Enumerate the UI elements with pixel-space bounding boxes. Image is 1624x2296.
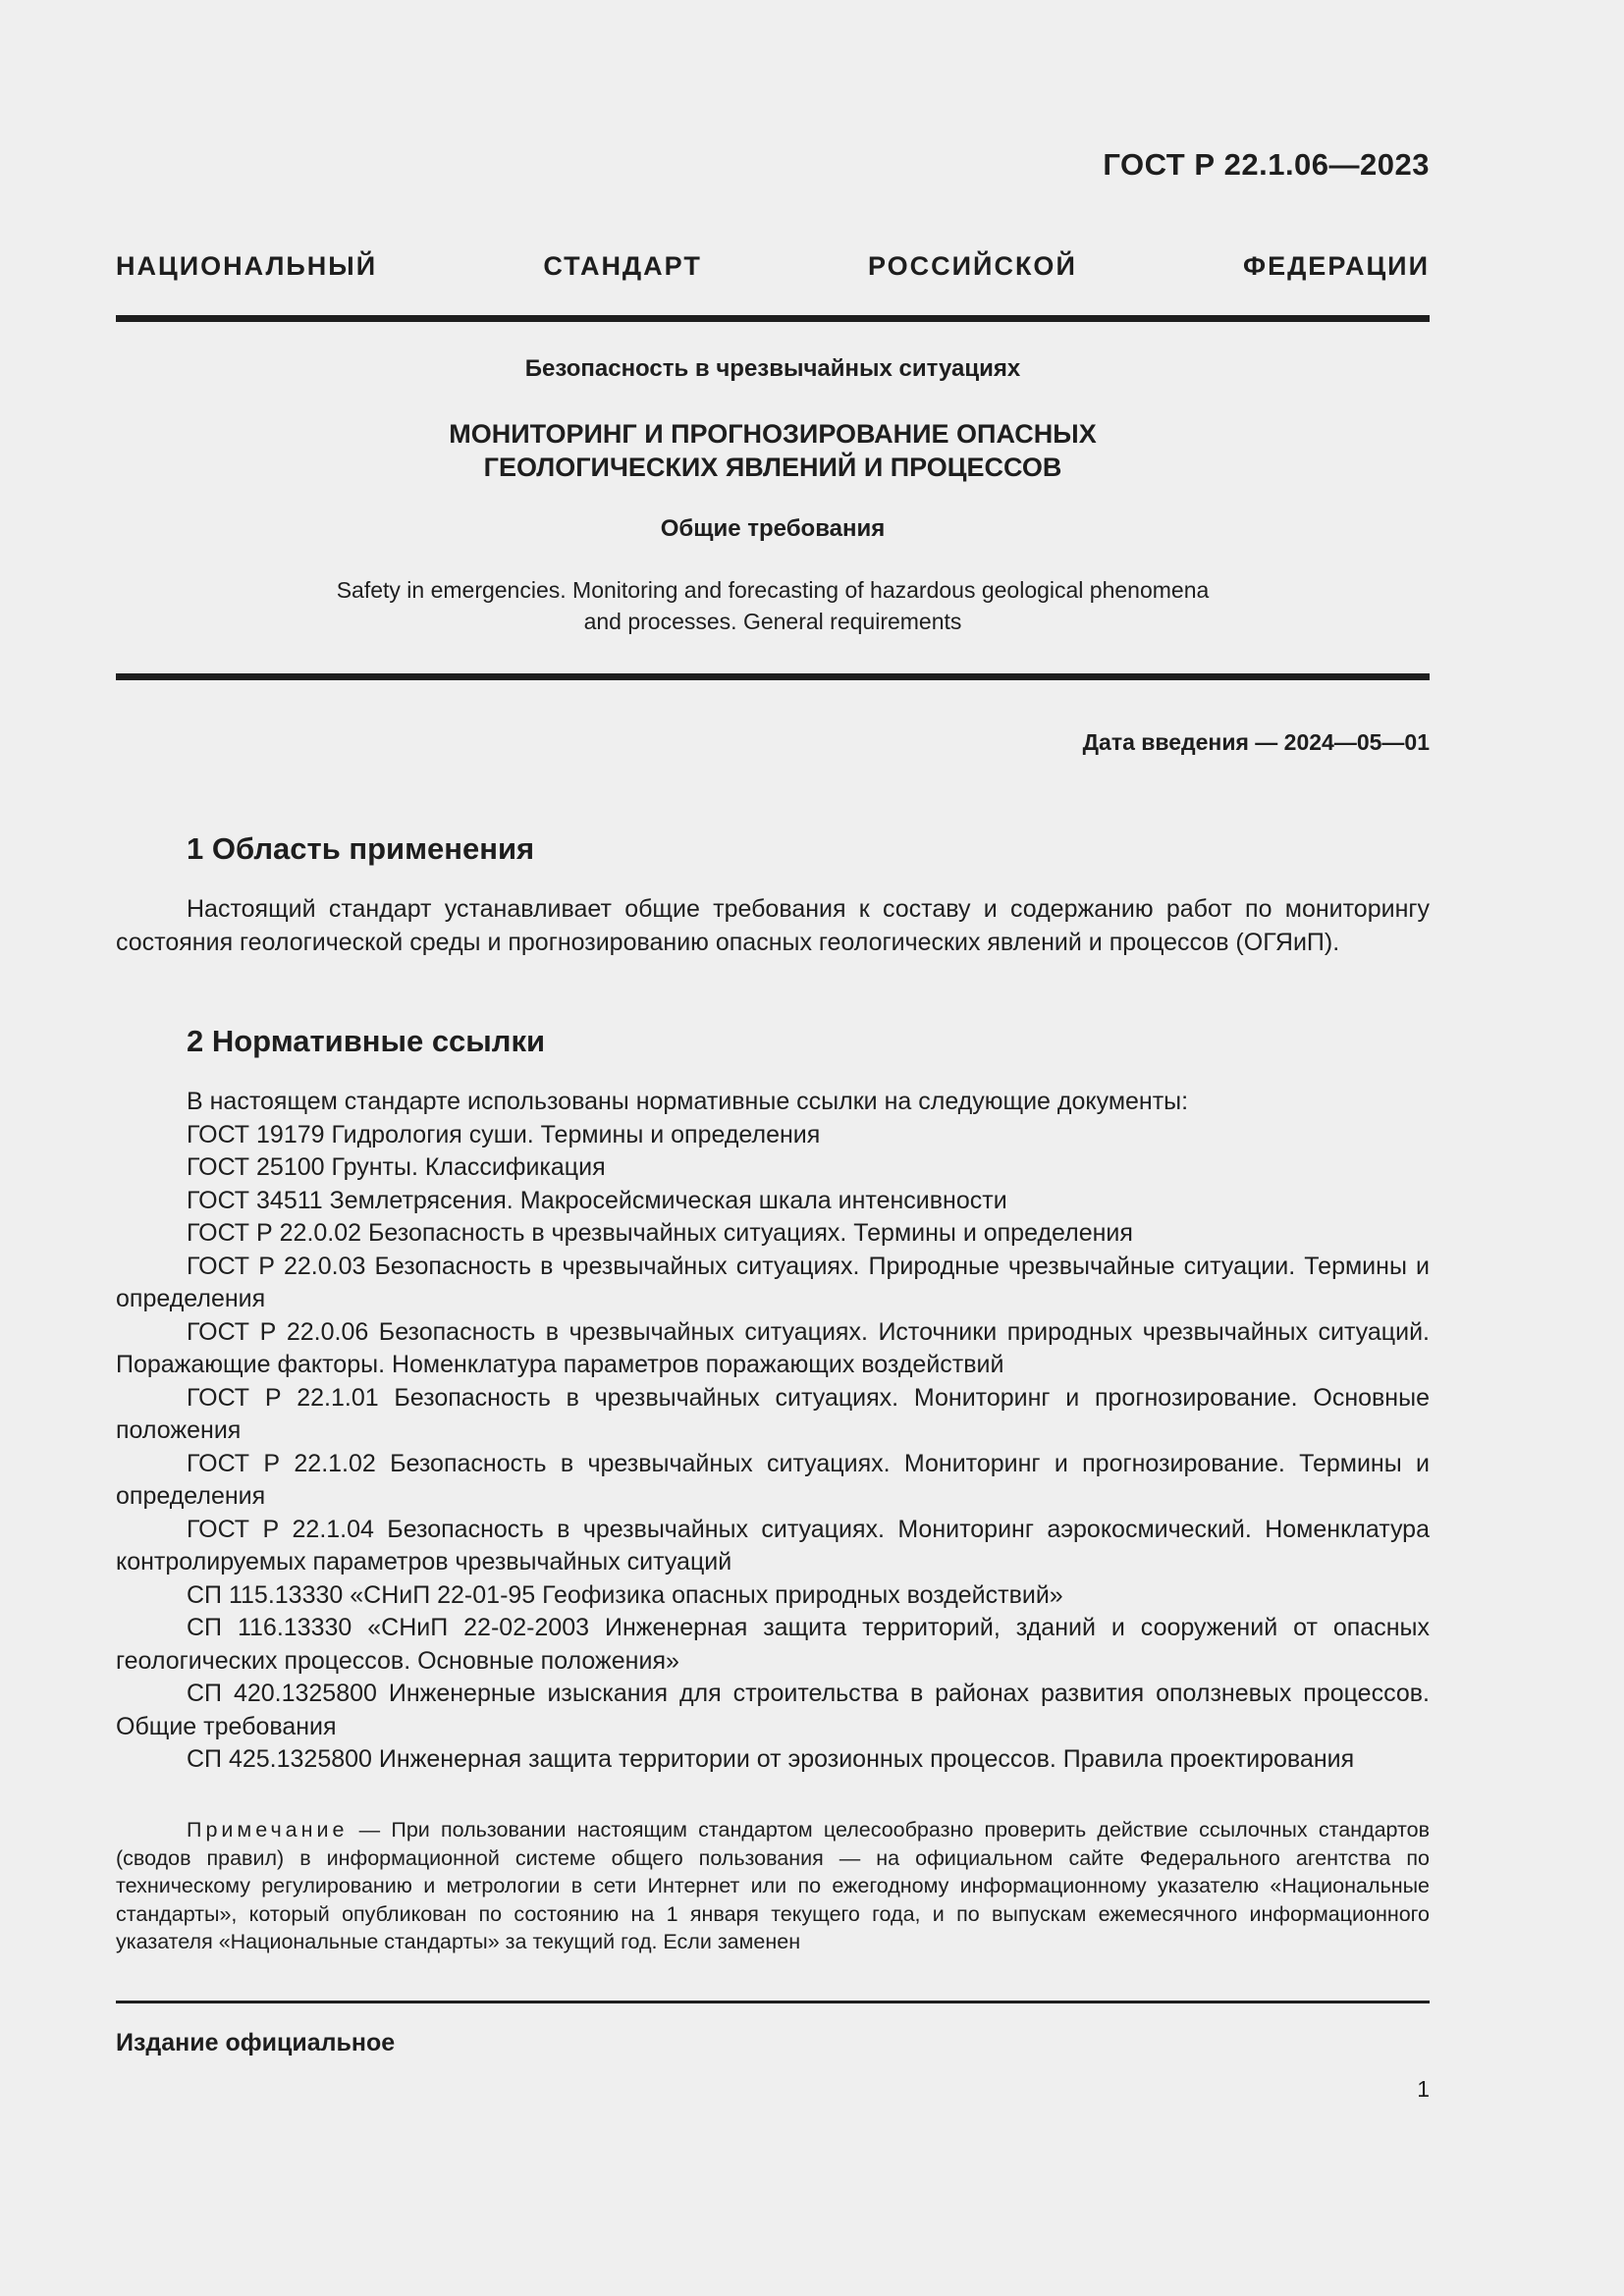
section-1-heading: 1 Область применения — [187, 831, 535, 866]
subject-title: Безопасность в чрезвычайных ситуациях — [524, 355, 1021, 382]
english-title-line-1: Safety in emergencies. Monitoring and forecasting of hazardous geological phenomena — [336, 577, 1210, 603]
general-requirements-title: Общие требования — [660, 515, 886, 542]
section-1-paragraph: Настоящий стандарт устанавливает общие требования к составу и содержанию работ по мониторингу состояния геологической среды и прогнозированию опасных геологических явлений и процессов (ОГЯиП). — [116, 895, 1430, 956]
note-text: — При пользовании настоящим стандартом целесообразно проверить действие ссылочных стандартов (сводов правил) в информационной системе общего пользования — на официальном сайте Федерального агентства по техническому регулированию и метрологии в сети Интернет или по ежегодному информационному указателю «Национальные стандарты», который опубликован по состоянию на 1 января текущего года, и по выпускам ежемесячного информационного указателя «Национальные стандарты» за текущий год. Если заменен — [116, 1818, 1430, 1953]
main-title-line-1: МОНИТОРИНГ И ПРОГНОЗИРОВАНИЕ ОПАСНЫХ — [449, 419, 1097, 449]
section-1-body — [116, 893, 1430, 959]
reference-item: ГОСТ Р 22.1.02 Безопасность в чрезвычайных ситуациях. Мониторинг и прогнозирование. Термины и определения — [116, 1449, 1430, 1510]
reference-item: СП 116.13330 «СНиП 22-02-2003 Инженерная защита территорий, зданий и сооружений от опасных геологических процессов. Основные положения» — [116, 1614, 1430, 1675]
english-title-line-2: and processes. General requirements — [583, 609, 962, 634]
reference-item: ГОСТ Р 22.0.02 Безопасность в чрезвычайных ситуациях. Термины и определения — [187, 1219, 1133, 1247]
document-number: ГОСТ Р 22.1.06—2023 — [1103, 147, 1430, 182]
page-number: 1 — [1417, 2076, 1430, 2102]
introduction-date: Дата введения — 2024—05—01 — [1082, 729, 1430, 755]
reference-item: ГОСТ 25100 Грунты. Классификация — [187, 1153, 606, 1181]
main-title-line-2: ГЕОЛОГИЧЕСКИХ ЯВЛЕНИЙ И ПРОЦЕССОВ — [483, 453, 1062, 482]
reference-item: СП 425.1325800 Инженерная защита территории от эрозионных процессов. Правила проектирования — [187, 1745, 1355, 1773]
section-2-body — [116, 1086, 1430, 1777]
official-edition-label: Издание официальное — [116, 2029, 396, 2056]
reference-item: ГОСТ Р 22.0.06 Безопасность в чрезвычайных ситуациях. Источники природных чрезвычайных ситуаций. Поражающие факторы. Номенклатура параметров поражающих воздействий — [116, 1317, 1430, 1378]
top-divider — [116, 315, 1430, 322]
section-2-heading: 2 Нормативные ссылки — [187, 1024, 546, 1058]
reference-item: ГОСТ Р 22.1.01 Безопасность в чрезвычайных ситуациях. Мониторинг и прогнозирование. Основные положения — [116, 1383, 1430, 1444]
reference-item: СП 115.13330 «СНиП 22-01-95 Геофизика опасных природных воздействий» — [187, 1580, 1063, 1609]
english-title — [116, 574, 1430, 637]
reference-item: ГОСТ 19179 Гидрология суши. Термины и определения — [187, 1120, 821, 1148]
reference-item: СП 420.1325800 Инженерные изыскания для строительства в районах развития оползневых процессов. Общие требования — [116, 1680, 1430, 1740]
reference-item: ГОСТ Р 22.1.04 Безопасность в чрезвычайных ситуациях. Мониторинг аэрокосмический. Номенклатура контролируемых параметров чрезвычайных ситуаций — [116, 1515, 1430, 1575]
reference-item: ГОСТ 34511 Землетрясения. Макросейсмическая шкала интенсивности — [187, 1186, 1007, 1214]
national-standard-banner: НАЦИОНАЛЬНЫЙ СТАНДАРТ РОССИЙСКОЙ ФЕДЕРАЦИИ — [116, 251, 1430, 281]
footer-divider — [116, 2001, 1430, 2003]
title-divider — [116, 673, 1430, 680]
reference-item: ГОСТ Р 22.0.03 Безопасность в чрезвычайных ситуациях. Природные чрезвычайные ситуации. Термины и определения — [116, 1252, 1430, 1312]
note-paragraph — [116, 1816, 1430, 1956]
section-2-intro: В настоящем стандарте использованы нормативные ссылки на следующие документы: — [187, 1088, 1189, 1115]
note-label: Примечание — [187, 1818, 349, 1842]
main-title — [116, 417, 1430, 484]
